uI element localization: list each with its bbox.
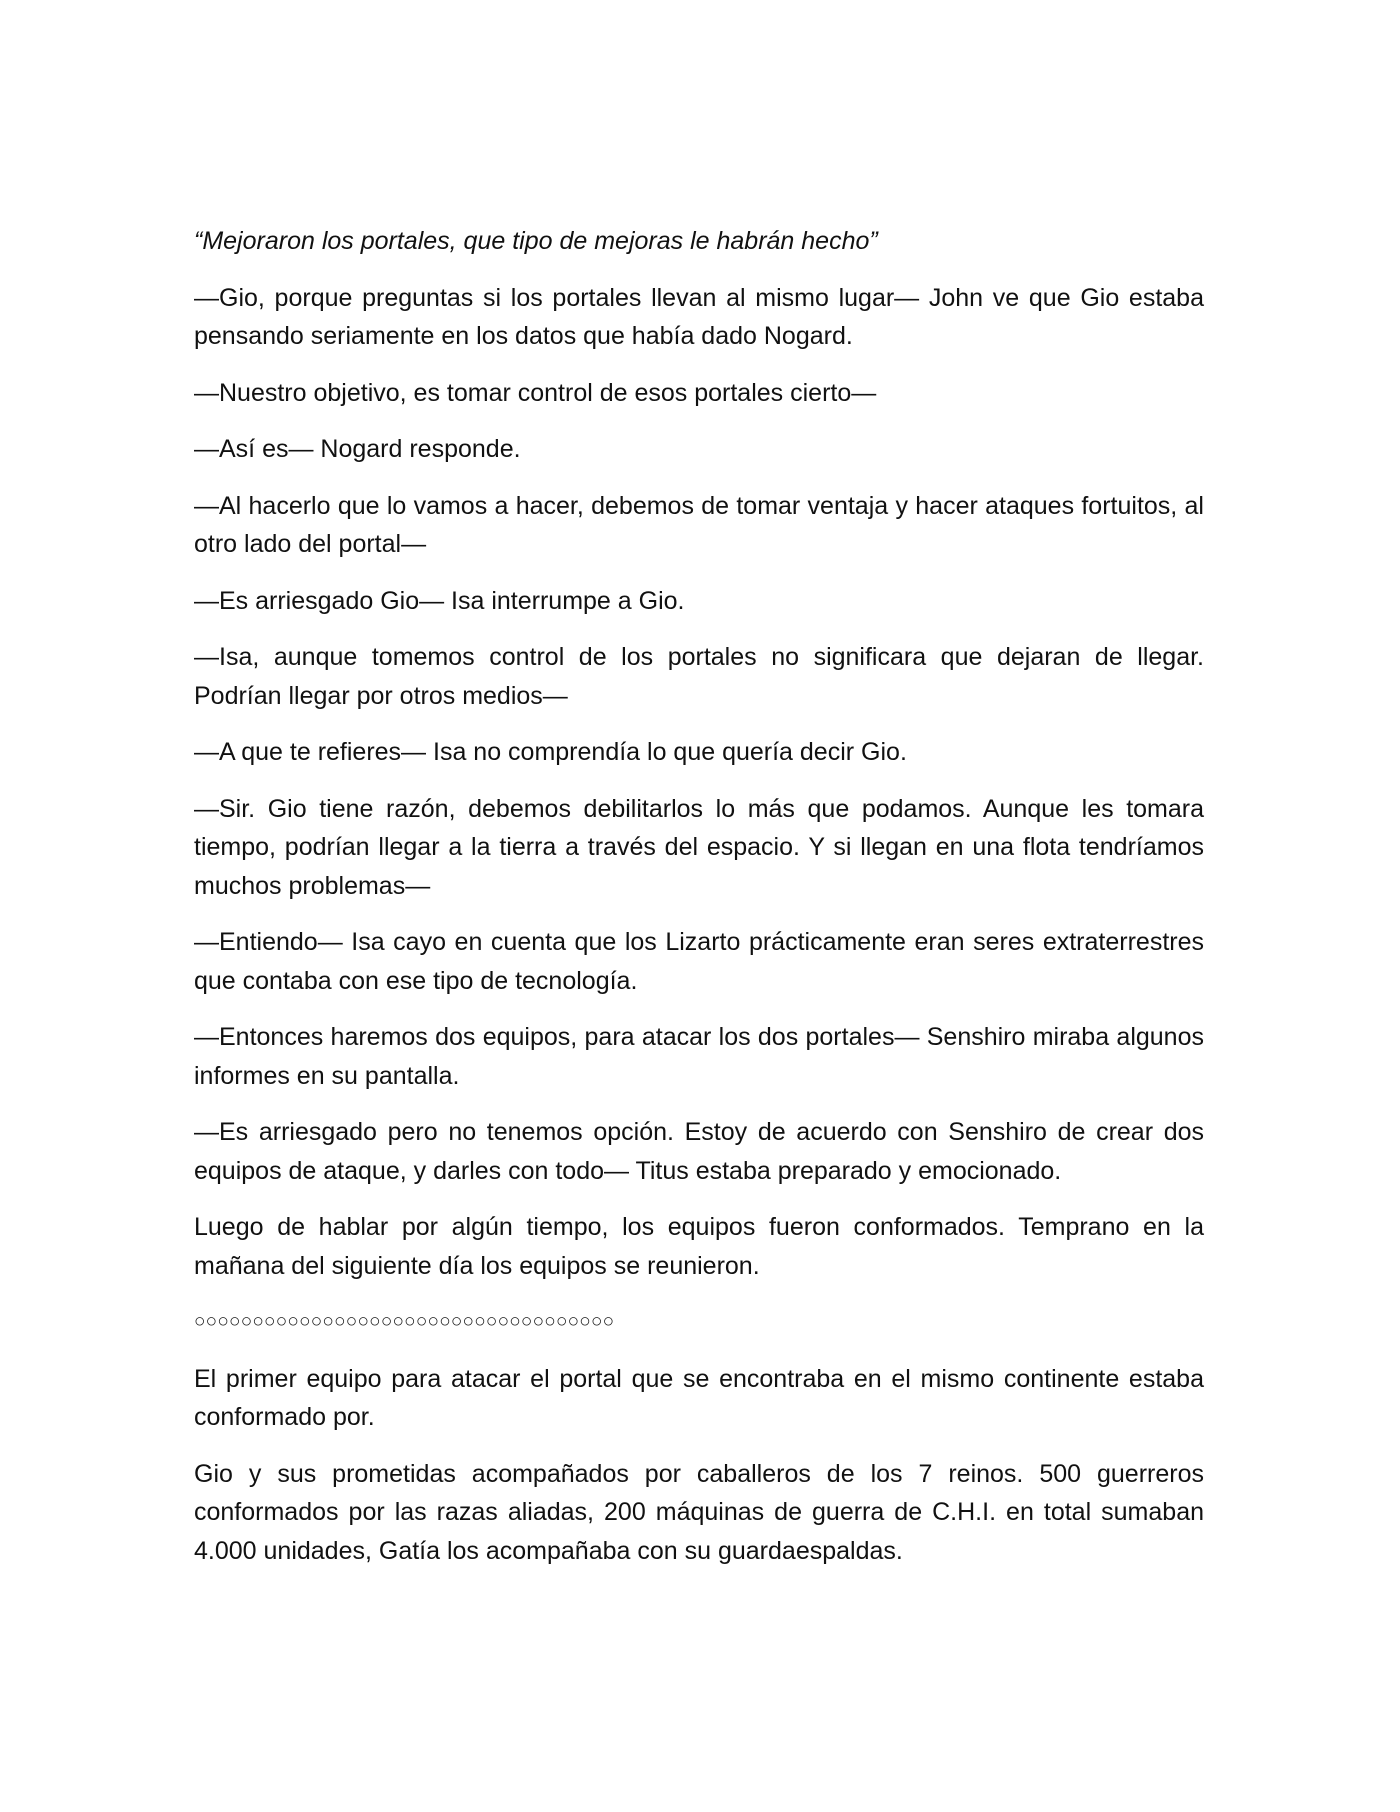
paragraph: —Es arriesgado Gio— Isa interrumpe a Gio.	[194, 586, 685, 615]
paragraph: —Gio, porque preguntas si los portales llevan al mismo lugar— John ve que Gio estaba pensando seriamente en los datos que había dado Nogard.	[194, 283, 1204, 350]
paragraph: —Entonces haremos dos equipos, para atacar los dos portales— Senshiro miraba algunos informes en su pantalla.	[194, 1023, 1204, 1090]
paragraph: Gio y sus prometidas acompañados por caballeros de los 7 reinos. 500 guerreros conformados por las razas aliadas, 200 máquinas de guerra de C.H.I. en total sumaban 4.000 unidades, Gatía los acompañaba con su guardaespaldas.	[194, 1459, 1204, 1565]
scene-divider: ○○○○○○○○○○○○○○○○○○○○○○○○○○○○○○○○○○○○	[194, 1311, 615, 1332]
paragraph: —Entiendo— Isa cayo en cuenta que los Lizarto prácticamente eran seres extraterrestres que contaba con ese tipo de tecnología.	[194, 928, 1204, 995]
paragraph: —Así es— Nogard responde.	[194, 435, 521, 463]
paragraph: —Al hacerlo que lo vamos a hacer, debemos de tomar ventaja y hacer ataques fortuitos, al otro lado del portal—	[194, 491, 1204, 558]
paragraph: Luego de hablar por algún tiempo, los equipos fueron conformados. Temprano en la mañana del siguiente día los equipos se reunieron.	[194, 1213, 1204, 1280]
paragraph: —Nuestro objetivo, es tomar control de esos portales cierto—	[194, 378, 877, 407]
paragraph: —Es arriesgado pero no tenemos opción. Estoy de acuerdo con Senshiro de crear dos equipos de ataque, y darles con todo— Titus estaba preparado y emocionado.	[194, 1118, 1204, 1185]
paragraph: —Sir. Gio tiene razón, debemos debilitarlos lo más que podamos. Aunque les tomara tiempo, podrían llegar a la tierra a través del espacio. Y si llegan en una flota tendríamos muchos problemas—	[194, 794, 1204, 900]
document-page	[194, 222, 1204, 1588]
paragraph: —Isa, aunque tomemos control de los portales no significara que dejaran de llegar. Podrían llegar por otros medios—	[194, 643, 1204, 710]
paragraph: El primer equipo para atacar el portal que se encontraba en el mismo continente estaba conformado por.	[194, 1364, 1204, 1431]
paragraph: —A que te refieres— Isa no comprendía lo que quería decir Gio.	[194, 738, 907, 766]
paragraph-thought: “Mejoraron los portales, que tipo de mejoras le habrán hecho”	[194, 227, 878, 255]
